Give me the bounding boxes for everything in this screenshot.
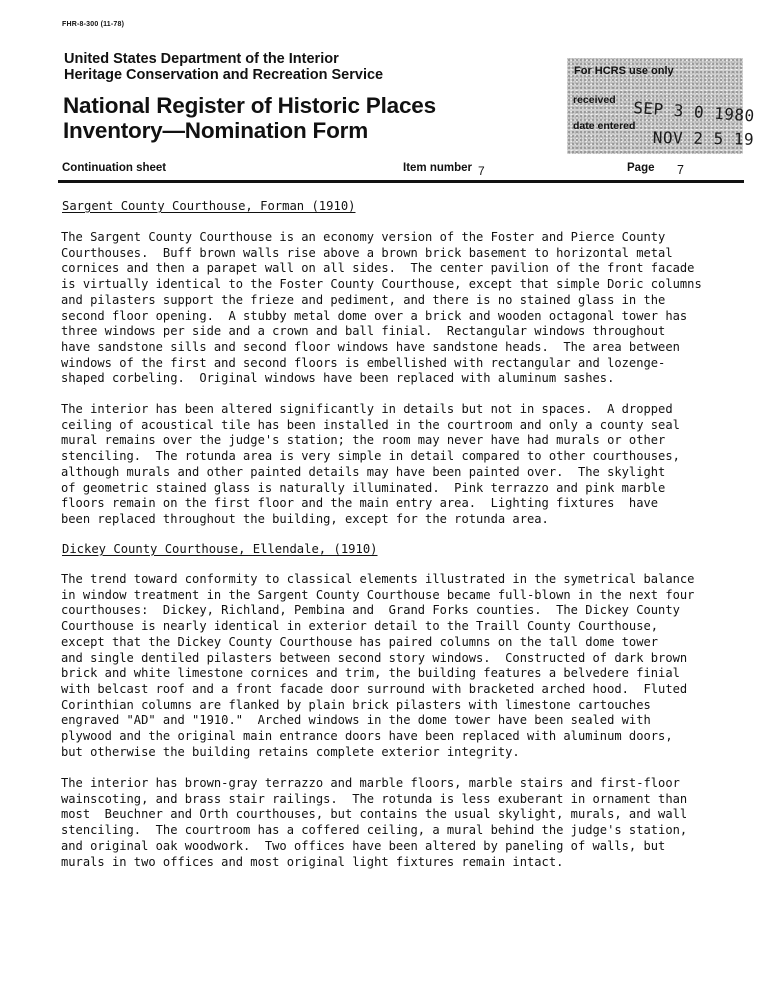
section-heading-sargent bbox=[62, 198, 356, 214]
paragraph-dickey-exterior: The trend toward conformity to classical elements illustrated in the symetrical balance in window treatment in the Sargent County Courthouse became full-blown in the next four courthouses: Dickey, Richland, Pembina and Grand Forks counties. The Dickey County Courthouse is nearly identical in exterior detail to the Traill County Courthouse, except that the Dickey County Courthouse has paired columns on the tall dome tower and single dentiled pilasters between second story windows. Constructed of dark brown brick and white limestone cornices and trim, the building features a belvedere finial with belcast roof and a front facade door surround with bracketed arched hood. Fluted Corinthian columns are flanked by plain brick pilasters with limestone cartouches engraved "AD" and "1910." Arched windows in the dome tower have been sealed with plywood and the original main entrance doors have been replaced with aluminum doors, but otherwise the building retains complete exterior integrity. bbox=[61, 572, 695, 759]
agency-service: Heritage Conservation and Recreation Service bbox=[64, 67, 384, 83]
stamp-received-date: SEP 3 0 1980 bbox=[632, 98, 756, 126]
page-label: Page bbox=[627, 162, 655, 174]
stamp-entered-label: date entered bbox=[573, 120, 636, 132]
section-heading-sargent-text: Sargent County Courthouse, Forman (1910) bbox=[62, 199, 356, 213]
section-heading-dickey bbox=[62, 541, 378, 557]
form-code: FHR-8-300 (11-78) bbox=[62, 21, 125, 28]
paragraph-dickey-interior: The interior has brown-gray terrazzo and marble floors, marble stairs and first-floor wainscoting, and brass stair railings. The rotunda is less exuberant in ornament than most Beuchner and Orth courthouses, but contains the usual skylight, murals, and wall stenciling. The courtroom has a coffered ceiling, a mural behind the judge's station, and original oak woodwork. Two offices have been altered by paneling of walls, but murals in two offices and most original light fixtures remain intact. bbox=[61, 776, 688, 869]
header-divider bbox=[58, 180, 744, 183]
form-title-line1: National Register of Historic Places bbox=[63, 93, 436, 118]
section-heading-dickey-text: Dickey County Courthouse, Ellendale, (1910) bbox=[62, 542, 378, 556]
page-number-value: 7 bbox=[677, 163, 684, 177]
item-number-value: 7 bbox=[478, 164, 485, 178]
hcrs-use-stamp-box bbox=[567, 58, 756, 154]
continuation-sheet-label: Continuation sheet bbox=[62, 162, 167, 174]
item-number-label: Item number bbox=[403, 162, 473, 174]
stamp-entered-date: NOV 2 5 19 bbox=[652, 128, 755, 149]
stamp-heading: For HCRS use only bbox=[574, 65, 674, 77]
paragraph-sargent-interior: The interior has been altered significantly in details but not in spaces. A dropped ceiling of acoustical tile has been installed in the courtroom and only a county seal mural remains over the judge's station; the room may never have had murals or other stenciling. The rotunda area is very simple in detail compared to other courthouses, although murals and other painted details may have been painted over. The skylight of geometric stained glass is naturally illuminated. Pink terrazzo and pink marble floors remain on the first floor and the main entry area. Lighting fixtures have been replaced throughout the building, except for the rotunda area. bbox=[61, 402, 680, 526]
stamp-received-label: received bbox=[573, 94, 616, 106]
paragraph-sargent-exterior: The Sargent County Courthouse is an economy version of the Foster and Pierce County Courthouses. Buff brown walls rise above a brown brick basement to horizontal metal cornices and then a parapet wall on all sides. The center pavilion of the front facade is virtually identical to the Foster County Courthouse, except that simple Doric columns and pilasters support the frieze and pediment, and there is no stained glass in the second floor opening. A stubby metal dome over a brick and wooden octagonal tower has three windows per side and a crown and ball finial. Rectangular windows throughout have sandstone sills and second floor windows have sandstone heads. The area between windows of the first and second floors is embellished with rectangular and lozenge- shaped corbeling. Original windows have been replaced with aluminum sashes. bbox=[61, 230, 702, 386]
agency-department: United States Department of the Interior bbox=[64, 51, 339, 67]
form-title-line2: Inventory—Nomination Form bbox=[63, 118, 369, 143]
